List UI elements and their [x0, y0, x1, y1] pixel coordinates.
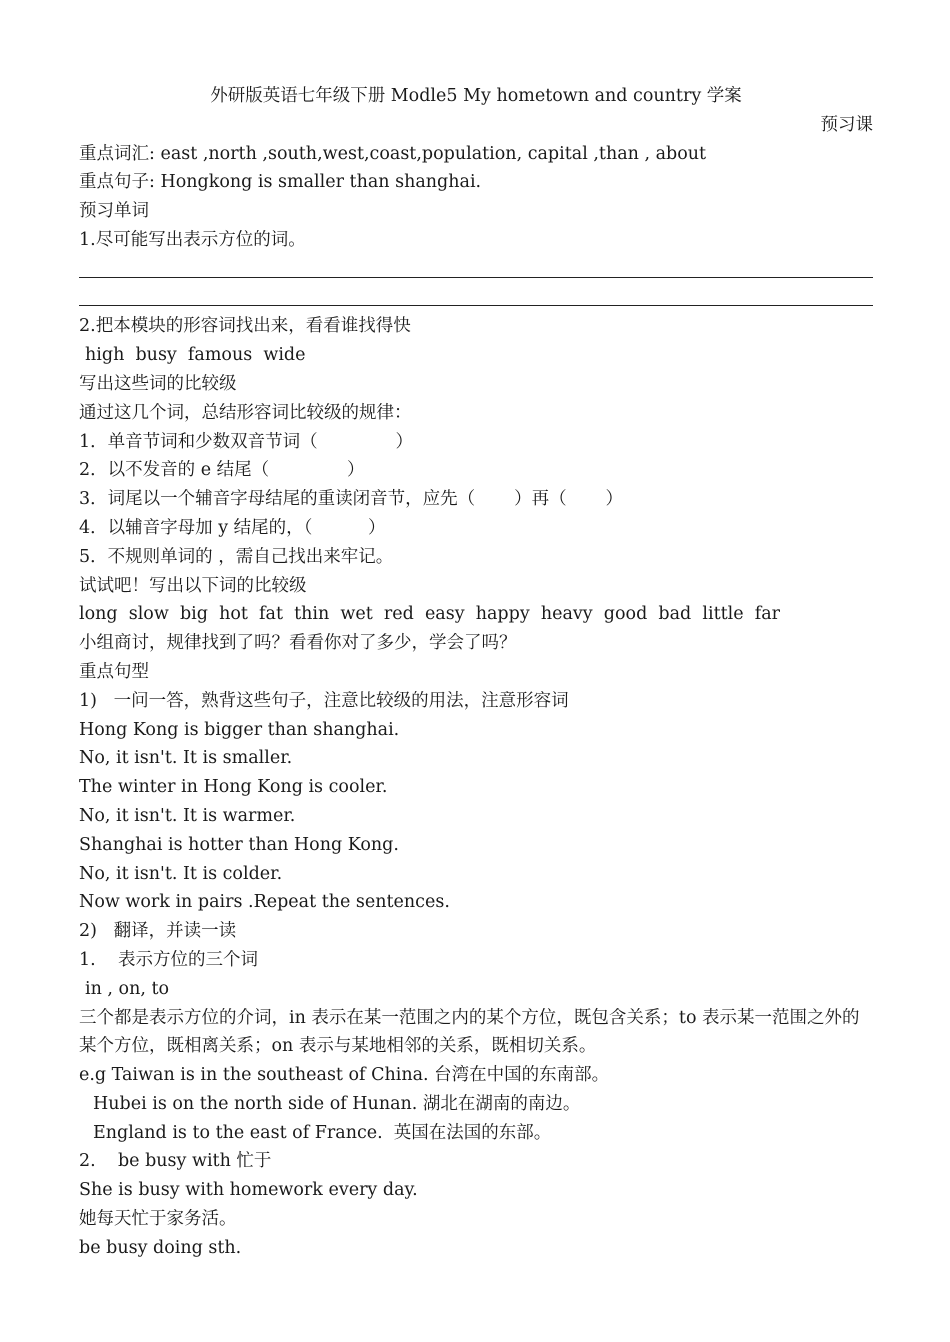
- dialogue-line: No, it isn't. It is smaller.: [79, 748, 293, 769]
- question-1: 1.尽可能写出表示方位的词。: [79, 229, 306, 250]
- rule-item: 5．不规则单词的 ，需自己找出来牢记。: [79, 546, 394, 567]
- answer-line-1[interactable]: [79, 255, 873, 284]
- key-vocabulary: 重点词汇: east ,north ,south,west,coast,population, capital ,than , about: [79, 143, 707, 164]
- rule-item: 4．以辅音字母加 y 结尾的，（ ）: [79, 517, 386, 538]
- part-1-heading: 1) 一问一答，熟背这些句子，注意比较级的用法，注意形容词: [79, 690, 569, 711]
- key-patterns-heading: 重点句型: [79, 661, 149, 682]
- write-comparatives: 写出这些词的比较级: [79, 373, 237, 394]
- try-it-heading: 试试吧！写出以下词的比较级: [79, 575, 307, 596]
- answer-line-2[interactable]: [79, 284, 873, 313]
- question-2: 2.把本模块的形容词找出来，看看谁找得快: [79, 316, 411, 337]
- point-2-line: She is busy with homework every day.: [79, 1180, 418, 1201]
- point-1-explanation: 三个都是表示方位的介词，in 表示在某一范围之内的某个方位，既包含关系；to 表示某一范围之外的某个方位，既相离关系；on 表示与某地相邻的关系，既相切关系。: [79, 1007, 860, 1057]
- dialogue-line: Now work in pairs .Repeat the sentences.: [79, 892, 450, 913]
- point-1-heading: 1. 表示方位的三个词: [79, 949, 258, 970]
- part-2-heading: 2) 翻译，并读一读: [79, 921, 237, 942]
- group-discussion: 小组商讨，规律找到了吗？看看你对了多少，学会了吗？: [79, 633, 517, 654]
- lesson-type: 预习课: [820, 114, 873, 135]
- worksheet-page: [79, 82, 873, 1263]
- point-2-line: be busy doing sth.: [79, 1237, 242, 1258]
- adjective-list: high busy famous wide: [85, 345, 306, 366]
- example-sentence: England is to the east of France. 英国在法国的东部。: [93, 1122, 552, 1143]
- rule-item: 1．单音节词和少数双音节词（ ）: [79, 431, 414, 452]
- dialogue-line: No, it isn't. It is colder.: [79, 863, 283, 884]
- point-2-heading: 2. be busy with 忙于: [79, 1151, 272, 1172]
- key-sentence: 重点句子: Hongkong is smaller than shanghai.: [79, 172, 482, 193]
- point-1-words: in , on, to: [85, 978, 170, 999]
- dialogue-line: Shanghai is hotter than Hong Kong.: [79, 834, 399, 855]
- rules-intro: 通过这几个词，总结形容词比较级的规律：: [79, 402, 412, 423]
- dialogue-line: No, it isn't. It is warmer.: [79, 805, 296, 826]
- dialogue-line: The winter in Hong Kong is cooler.: [79, 777, 388, 798]
- preview-heading: 预习单词: [79, 201, 149, 222]
- rule-item: 3．词尾以一个辅音字母结尾的重读闭音节，应先（ ）再（ ）: [79, 489, 624, 510]
- example-sentence: Hubei is on the north side of Hunan. 湖北在湖南的南边。: [93, 1093, 581, 1114]
- example-sentence: e.g Taiwan is in the southeast of China. 台湾在中国的东南部。: [79, 1065, 610, 1086]
- point-2-line: 她每天忙于家务活。: [79, 1209, 237, 1230]
- worksheet-title: 外研版英语七年级下册 Modle5 My hometown and country 学案: [210, 86, 742, 106]
- dialogue-line: Hong Kong is bigger than shanghai.: [79, 719, 400, 740]
- rule-item: 2．以不发音的 e 结尾（ ）: [79, 460, 365, 481]
- try-word-list: long slow big hot fat thin wet red easy happy heavy good bad little far: [79, 604, 780, 625]
